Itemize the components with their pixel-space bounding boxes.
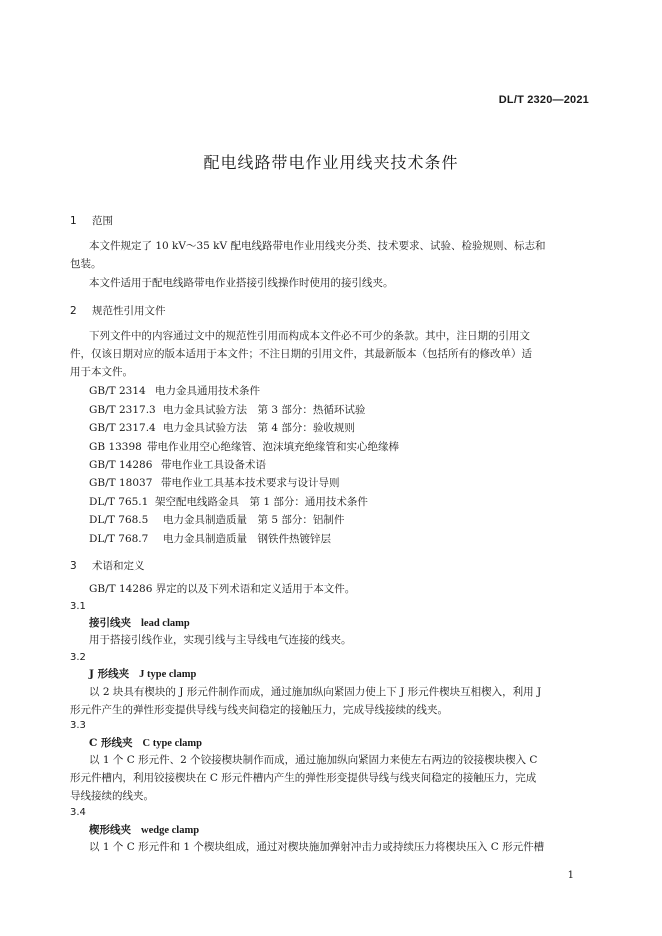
term-number: 3.2	[70, 652, 86, 663]
reference-title: 电力金具通用技术条件	[155, 385, 260, 397]
term-definition-line: 用于搭接引线作业，实现引线与主导线电气连接的线夹。	[89, 634, 352, 646]
term-name-en: C type clamp	[142, 738, 203, 749]
reference-code: GB/T 2317.3	[89, 404, 156, 416]
reference-title: 架空配电线路金具 第 1 部分：通用技术条件	[155, 496, 368, 508]
term-name-en: J type clamp	[139, 669, 197, 680]
reference-title: 带电作业工具基本技术要求与设计导则	[161, 477, 340, 489]
section-3-intro: GB/T 14286 界定的以及下列术语和定义适用于本文件。	[89, 583, 356, 595]
section-title: 术语和定义	[92, 560, 145, 572]
term-definition-line: 导线接续的线夹。	[70, 790, 154, 802]
reference-code: GB 13398	[89, 441, 142, 453]
reference-item	[89, 495, 368, 509]
reference-item	[89, 384, 260, 398]
section-1-paragraph-2: 本文件适用于配电线路带电作业搭接引线操作时使用的接引线夹。	[89, 277, 394, 289]
reference-item	[89, 458, 266, 472]
term-name-cn: C 形线夹	[89, 737, 133, 749]
reference-code: GB/T 2314	[89, 385, 146, 397]
reference-item	[89, 476, 340, 490]
term-title	[89, 736, 202, 751]
reference-code: GB/T 14286	[89, 459, 153, 471]
reference-title: 带电作业用空心绝缘管、泡沫填充绝缘管和实心绝缘棒	[147, 441, 399, 453]
term-name-cn: 楔形线夹	[89, 824, 131, 836]
section-number: 2	[70, 305, 77, 317]
term-name-cn: J 形线夹	[89, 668, 130, 680]
reference-code: DL/T 768.5	[89, 514, 149, 526]
section-2-intro-line-1: 下列文件中的内容通过文中的规范性引用而构成本文件必不可少的条款。其中，注日期的引用文	[89, 330, 530, 342]
section-1-heading	[70, 214, 113, 228]
reference-item	[89, 513, 344, 527]
section-2-heading	[70, 304, 166, 318]
term-name-en: wedge clamp	[141, 825, 200, 836]
term-title	[89, 667, 196, 682]
reference-code: GB/T 2317.4	[89, 422, 156, 434]
reference-title: 电力金具试验方法 第 4 部分：验收规则	[163, 422, 355, 434]
section-number: 3	[70, 560, 77, 572]
reference-code: DL/T 768.7	[89, 533, 149, 545]
section-1-paragraph-1-line-1: 本文件规定了 10 kV～35 kV 配电线路带电作业用线夹分类、技术要求、试验、检验规则、标志和	[89, 240, 546, 252]
term-definition-line: 以 1 个 C 形元件和 1 个楔块组成，通过对楔块施加弹射冲击力或持续压力将楔块压入 C 形元件槽	[89, 841, 545, 853]
standard-number: DL/T 2320—2021	[498, 94, 589, 106]
term-definition-line: 以 2 块具有楔块的 J 形元件制作而成，通过施加纵向紧固力使上下 J 形元件楔块互相楔入，利用 J	[89, 686, 542, 698]
reference-item	[89, 532, 331, 546]
term-title	[89, 823, 199, 838]
document-title: 配电线路带电作业用线夹技术条件	[203, 153, 459, 172]
reference-title: 电力金具试验方法 第 3 部分：热循环试验	[163, 404, 366, 416]
reference-code: DL/T 765.1	[89, 496, 149, 508]
reference-item	[89, 421, 355, 435]
term-number: 3.4	[70, 807, 86, 818]
section-3-heading	[70, 559, 145, 573]
term-definition-line: 以 1 个 C 形元件、2 个铰接楔块制作而成，通过施加纵向紧固力来使左右两边的铰接楔块楔入 C	[89, 754, 538, 766]
term-name-cn: 接引线夹	[89, 617, 131, 629]
reference-code: GB/T 18037	[89, 477, 153, 489]
reference-title: 电力金具制造质量 第 5 部分：铝制件	[163, 514, 345, 526]
section-1-paragraph-1-line-2: 包装。	[70, 258, 102, 270]
term-number: 3.1	[70, 601, 86, 612]
term-definition-line: 形元件产生的弹性形变提供导线与线夹间稳定的接触压力，完成导线接续的线夹。	[70, 704, 448, 716]
term-definition-line: 形元件槽内，利用铰接楔块在 C 形元件槽内产生的弹性形变提供导线与线夹间稳定的接触压力，完成	[70, 772, 537, 784]
reference-item	[89, 440, 399, 454]
section-2-intro-line-2: 件，仅该日期对应的版本适用于本文件；不注日期的引用文件，其最新版本（包括所有的修改单）适	[70, 348, 532, 360]
section-number: 1	[70, 215, 77, 227]
term-title	[89, 616, 190, 631]
section-title: 规范性引用文件	[92, 305, 166, 317]
reference-item	[89, 403, 365, 417]
reference-title: 电力金具制造质量 钢铁件热镀锌层	[163, 533, 331, 545]
page-number: 1	[567, 870, 574, 881]
term-number: 3.3	[70, 720, 86, 731]
section-2-intro-line-3: 用于本文件。	[70, 366, 133, 378]
term-name-en: lead clamp	[141, 618, 190, 629]
reference-title: 带电作业工具设备术语	[161, 459, 266, 471]
section-title: 范围	[92, 215, 113, 227]
